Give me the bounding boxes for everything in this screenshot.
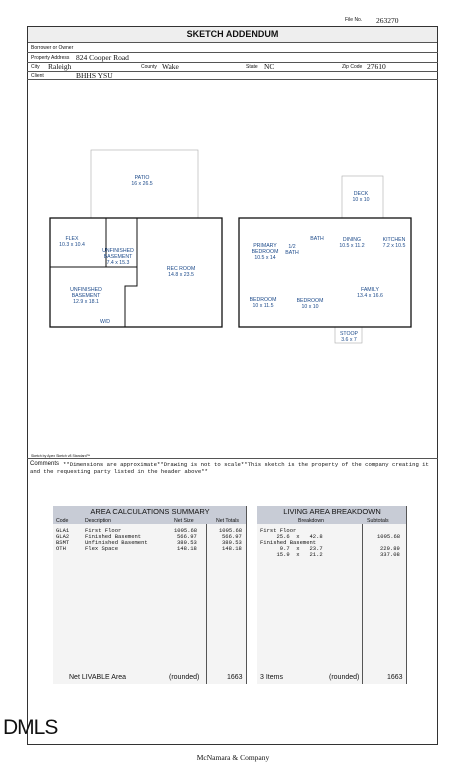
room-name: BATH xyxy=(285,250,299,256)
room-dim: 16 x 26.5 xyxy=(131,181,153,187)
room-dining xyxy=(332,237,372,249)
breakdown-line: 25.6 x 42.8 xyxy=(260,533,323,540)
summary-row-net: 566.97 xyxy=(177,533,197,540)
comments-label: Comments xyxy=(30,461,60,467)
comments-text-1: **Dimensions are approximate**Drawing is not to scale**This sketch is the property of the company creating it xyxy=(63,461,429,468)
summary-row-total: 566.97 xyxy=(222,533,242,540)
living-breakdown-title: LIVING AREA BREAKDOWN xyxy=(257,506,407,516)
summary-row-desc: Unfinished Basement xyxy=(85,539,148,546)
summary-row-code: GLA1 xyxy=(56,527,70,534)
room-dim: 7.4 x 15.3 xyxy=(106,260,130,266)
dmls-logo: DMLS xyxy=(3,716,58,739)
breakdown-rounded: (rounded) xyxy=(329,674,360,681)
breakdown-subtotal: 229.89 xyxy=(380,545,400,552)
breakdown-subtotal: 1095.68 xyxy=(377,533,401,540)
room-name: UNFINISHED xyxy=(102,248,134,254)
room-dim: 13.4 x 16.6 xyxy=(357,293,383,299)
room-name: DINING xyxy=(342,237,362,243)
room-name: PRIMARY xyxy=(253,243,277,249)
room-stoop xyxy=(334,331,364,343)
net-livable-label: Net LIVABLE Area xyxy=(69,674,127,681)
zip-label: Zip Code xyxy=(342,64,363,70)
summary-row-net: 148.18 xyxy=(177,545,197,552)
room-dim: 10 x 11.5 xyxy=(252,303,274,309)
company-name: McNamara & Company xyxy=(196,753,270,762)
summary-row-net: 1095.68 xyxy=(174,527,198,534)
summary-row-net: 380.53 xyxy=(177,539,197,546)
room-rec xyxy=(161,266,201,278)
room-dim: 10 x 10 xyxy=(301,304,319,310)
summary-row-total: 380.53 xyxy=(222,539,242,546)
area-summary-title: AREA CALCULATIONS SUMMARY xyxy=(53,506,247,516)
net-livable-rounded: (rounded) xyxy=(169,674,200,681)
sketch-credit: Sketch by Apex Sketch v8 Standard™ xyxy=(31,454,91,458)
breakdown-subtotal: 337.08 xyxy=(380,551,400,558)
col-subtotals: Subtotals xyxy=(367,518,389,524)
room-patio xyxy=(122,175,162,187)
room-name: BASEMENT xyxy=(71,293,101,299)
state-value: NC xyxy=(264,62,275,71)
col-code: Code xyxy=(56,518,69,524)
city-value: Raleigh xyxy=(48,62,72,71)
room-name: 1/2 xyxy=(288,244,296,250)
room-primary-bedroom xyxy=(245,243,285,261)
net-livable-value: 1663 xyxy=(227,674,243,681)
county-value: Wake xyxy=(162,62,179,71)
col-breakdown: Breakdown xyxy=(298,518,324,524)
room-bath xyxy=(305,236,329,242)
summary-row-code: GLA2 xyxy=(56,533,70,540)
room-bedroom-1 xyxy=(243,297,283,309)
room-name: DECK xyxy=(353,191,369,197)
room-name: STOOP xyxy=(339,331,359,337)
col-net-size: Net Size xyxy=(174,518,194,524)
breakdown-line: Finished Basement xyxy=(260,539,317,546)
room-deck xyxy=(341,191,381,203)
borrower-label: Borrower or Owner xyxy=(31,45,74,51)
room-wd xyxy=(90,319,120,325)
summary-row-total: 148.18 xyxy=(222,545,242,552)
file-no-label: File No. xyxy=(345,17,363,23)
room-name: REC ROOM xyxy=(166,266,196,272)
room-dim: 10 x 10 xyxy=(352,197,370,203)
room-name: UNFINISHED xyxy=(70,287,102,293)
room-name: BEDROOM xyxy=(296,298,324,304)
room-dim: 7.2 x 10.5 xyxy=(382,243,406,249)
room-name: BATH xyxy=(310,236,324,242)
breakdown-line: 15.9 x 21.2 xyxy=(260,551,323,558)
living-breakdown-table xyxy=(257,506,407,684)
state-label: State xyxy=(246,64,258,70)
area-summary-table xyxy=(53,506,247,684)
property-value: 824 Cooper Road xyxy=(76,53,129,62)
room-name: KITCHEN xyxy=(382,237,406,243)
room-bedroom-2 xyxy=(290,298,330,310)
room-name: BASEMENT xyxy=(103,254,133,260)
summary-row-desc: Finished Basement xyxy=(85,533,142,540)
room-family xyxy=(350,287,390,299)
room-dim: 10.5 x 14 xyxy=(254,255,276,261)
room-name: BEDROOM xyxy=(249,297,277,303)
col-net-totals: Net Totals xyxy=(216,518,239,524)
page-title: SKETCH ADDENDUM xyxy=(28,27,437,43)
room-name: FAMILY xyxy=(360,287,380,293)
room-unfinished-basement-2 xyxy=(66,287,106,305)
items-count: 3 Items xyxy=(260,674,283,681)
room-dim: 14.8 x 23.5 xyxy=(168,272,194,278)
breakdown-line: 9.7 x 23.7 xyxy=(260,545,323,552)
room-unfinished-basement-1 xyxy=(98,248,138,266)
file-no-value: 263270 xyxy=(376,16,399,25)
property-label: Property Address xyxy=(31,55,70,61)
room-dim: 10.3 x 10.4 xyxy=(59,242,85,248)
summary-row-desc: First Floor xyxy=(85,527,122,534)
breakdown-total: 1663 xyxy=(387,674,403,681)
client-label: Client xyxy=(31,73,44,79)
summary-row-code: OTH xyxy=(56,545,66,552)
county-label: County xyxy=(141,64,157,70)
room-flex xyxy=(52,236,92,248)
room-name: PATIO xyxy=(134,175,150,181)
room-dim: 12.9 x 18.1 xyxy=(73,299,99,305)
room-kitchen xyxy=(376,237,412,249)
room-name: FLEX xyxy=(65,236,79,242)
city-label: City xyxy=(31,64,40,70)
summary-row-code: BSMT xyxy=(56,539,70,546)
client-value: BHHS YSU xyxy=(76,71,113,80)
summary-row-desc: Flex Space xyxy=(85,545,119,552)
comments-text-2: and the requesting party listed in the header above** xyxy=(30,468,208,475)
summary-row-total: 1095.68 xyxy=(219,527,243,534)
room-half-bath xyxy=(282,244,302,256)
breakdown-line: First Floor xyxy=(260,527,297,534)
zip-value: 27610 xyxy=(367,62,386,71)
room-name: W/D xyxy=(99,319,111,325)
room-dim: 10.5 x 11.2 xyxy=(339,243,365,249)
col-description: Description xyxy=(85,518,111,524)
room-name: BEDROOM xyxy=(251,249,279,255)
room-dim: 3.6 x 7 xyxy=(341,337,357,343)
